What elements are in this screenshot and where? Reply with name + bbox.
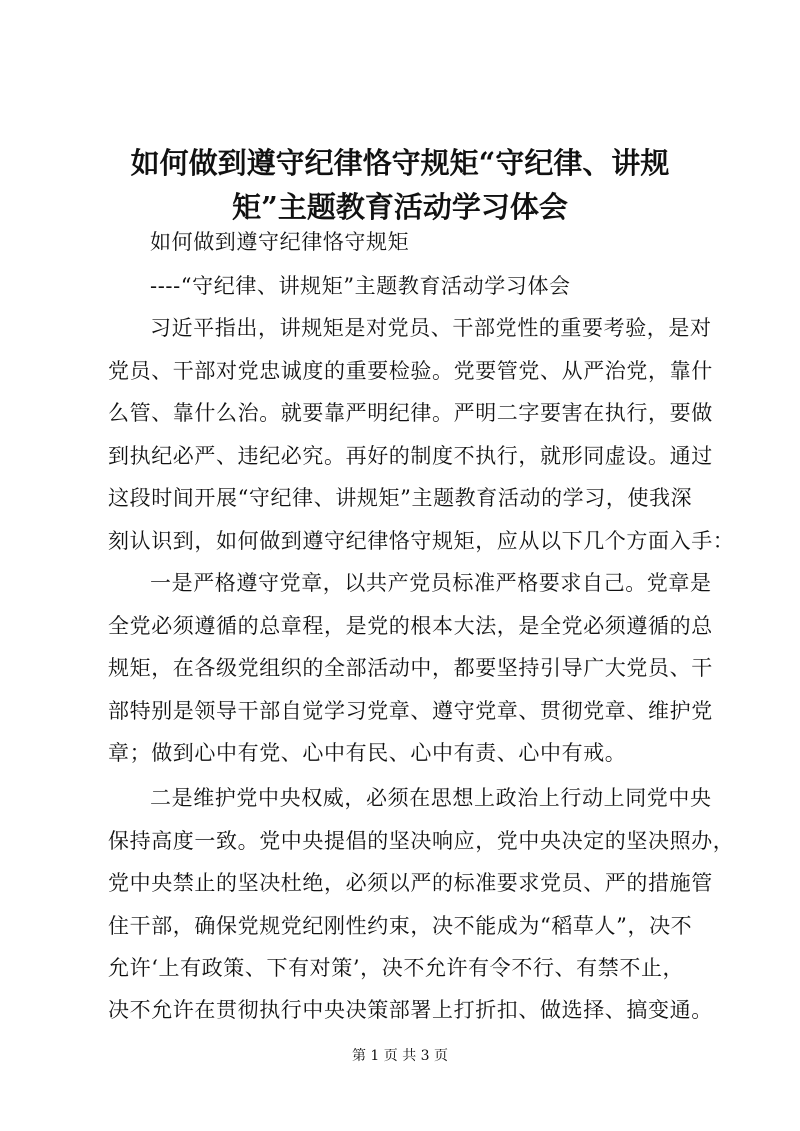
paragraph-line: 部特别是领导干部自觉学习党章、遵守党章、贯彻党章、维护党 <box>108 699 713 723</box>
paragraph-line: 这段时间开展“守纪律、讲规矩”主题教育活动的学习，使我深 <box>108 486 693 510</box>
paragraph-line: 章；做到心中有党、心中有民、心中有责、心中有戒。 <box>108 741 627 765</box>
paragraph-line: 保持高度一致。党中央提倡的坚决响应，党中央决定的坚决照办， <box>108 829 735 853</box>
paragraph-line: 刻认识到，如何做到遵守纪律恪守规矩，应从以下几个方面入手： <box>108 529 735 553</box>
paragraph-line: 么管、靠什么治。就要靠严明纪律。严明二字要害在执行，要做 <box>108 401 713 425</box>
paragraph-line: 住干部，确保党规党纪刚性约束，决不能成为“稻草人”，决不 <box>108 914 693 938</box>
subheading: ----“守纪律、讲规矩”主题教育活动学习体会 <box>150 274 571 298</box>
page-number-footer: 第 1 页 共 3 页 <box>351 1048 449 1064</box>
paragraph-line: 党中央禁止的坚决杜绝，必须以严的标准要求党员、严的措施管 <box>108 871 713 895</box>
subtitle: 如何做到遵守纪律恪守规矩 <box>150 230 410 254</box>
paragraph-line: 全党必须遵循的总章程，是党的根本大法，是全党必须遵循的总 <box>108 614 713 638</box>
document-title-line-1: 如何做到遵守纪律恪守规矩“守纪律、讲规 <box>130 146 670 180</box>
paragraph-line: 党员、干部对党忠诚度的重要检验。党要管党、从严治党，靠什 <box>108 359 713 383</box>
paragraph-line: 二是维护党中央权威，必须在思想上政治上行动上同党中央 <box>150 786 712 810</box>
paragraph-line: 一是严格遵守党章，以共产党员标准严格要求自己。党章是 <box>150 571 712 595</box>
paragraph-line: 决不允许在贯彻执行中央决策部署上打折扣、做选择、搞变通。 <box>108 998 713 1022</box>
paragraph-line: 允许‘上有政策、下有对策’，决不允许有令不行、有禁不止， <box>108 956 685 980</box>
paragraph-line: 到执纪必严、违纪必究。再好的制度不执行，就形同虚设。通过 <box>108 444 713 468</box>
paragraph-line: 规矩，在各级党组织的全部活动中，都要坚持引导广大党员、干 <box>108 656 713 680</box>
document-title-line-2: 矩”主题教育活动学习体会 <box>232 190 568 224</box>
paragraph-line: 习近平指出，讲规矩是对党员、干部党性的重要考验，是对 <box>150 316 712 340</box>
